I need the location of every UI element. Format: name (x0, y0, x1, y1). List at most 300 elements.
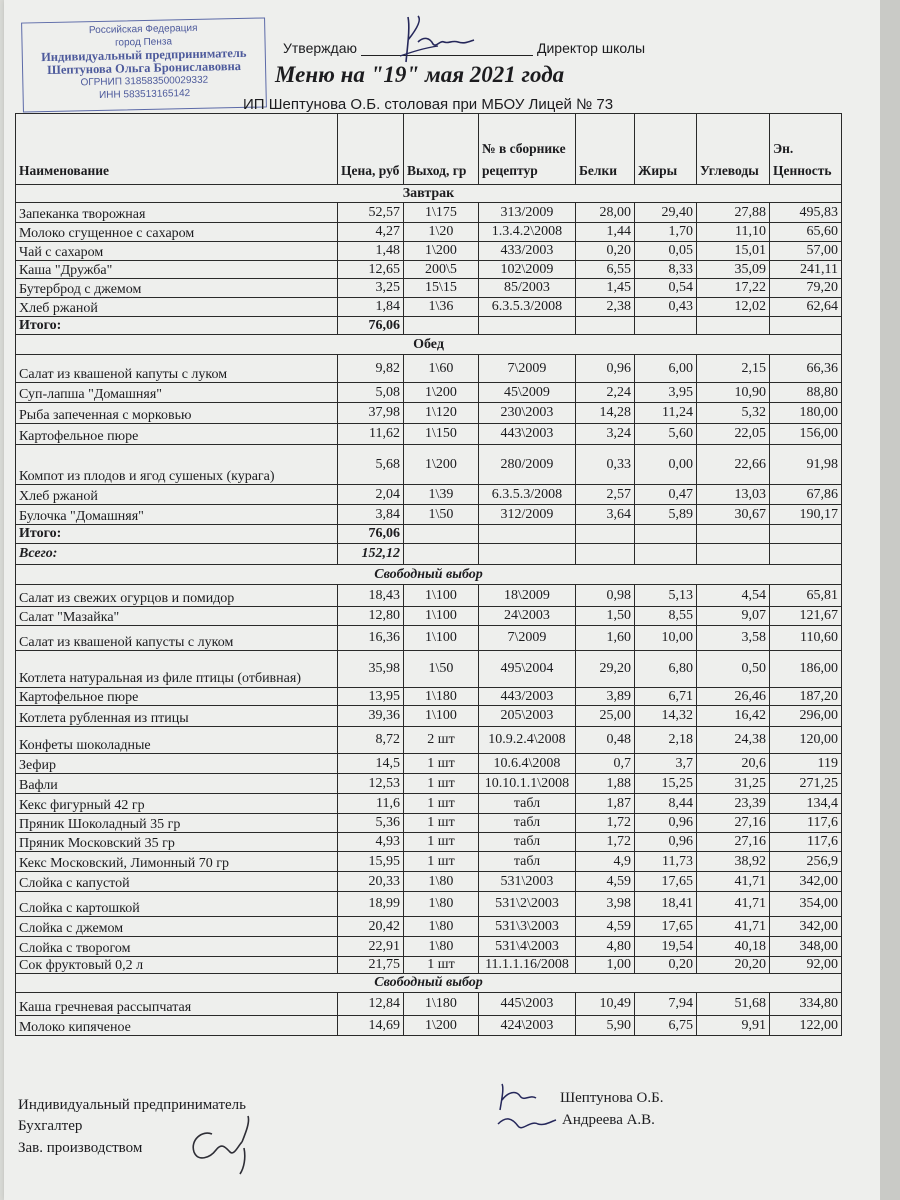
table-cell (404, 544, 479, 565)
table-cell: 35,98 (338, 651, 404, 688)
signature-icon (490, 1080, 560, 1140)
table-cell: 1\60 (404, 355, 479, 383)
item-name: Зефир (16, 754, 338, 774)
table-cell (576, 544, 635, 565)
table-row (16, 892, 842, 917)
table-cell: 22,05 (697, 424, 770, 445)
page-subtitle: ИП Шептунова О.Б. столовая при МБОУ Лицей № 73 (243, 96, 614, 113)
table-cell: 37,98 (338, 403, 404, 424)
table-cell: 102\2009 (479, 261, 576, 279)
table-row (16, 355, 842, 383)
table-cell: 35,09 (697, 261, 770, 279)
item-name: Хлеб ржаной (16, 485, 338, 505)
table-cell: 6.3.5.3/2008 (479, 485, 576, 505)
item-name: Каша "Дружба" (16, 261, 338, 279)
table-cell: 5,36 (338, 814, 404, 833)
table-cell: 1\80 (404, 937, 479, 957)
table-cell: 4,59 (576, 872, 635, 892)
table-cell: 117,6 (770, 814, 842, 833)
table-cell (479, 317, 576, 335)
item-name: Чай с сахаром (16, 242, 338, 261)
table-cell: 5,13 (635, 585, 697, 607)
table-cell: 190,17 (770, 505, 842, 525)
table-cell: 312/2009 (479, 505, 576, 525)
table-cell: 433/2003 (479, 242, 576, 261)
total-row (16, 525, 842, 544)
table-cell: 10,90 (697, 383, 770, 403)
table-cell: 495\2004 (479, 651, 576, 688)
table-cell: 5,89 (635, 505, 697, 525)
table-cell: 495,83 (770, 203, 842, 223)
table-cell: 1\100 (404, 607, 479, 626)
column-header: Цена, руб (338, 114, 404, 185)
table-cell: 1\200 (404, 1016, 479, 1036)
table-row (16, 651, 842, 688)
table-cell: 20,20 (697, 957, 770, 974)
table-cell: 17,65 (635, 917, 697, 937)
table-cell: 18,41 (635, 892, 697, 917)
table-cell: 1,72 (576, 833, 635, 852)
table-cell: 1,50 (576, 607, 635, 626)
item-name: Молоко сгущенное с сахаром (16, 223, 338, 242)
footer-role: Зав. производством (18, 1140, 143, 1156)
section-row (16, 565, 842, 585)
table-cell: 156,00 (770, 424, 842, 445)
table-cell: табл (479, 794, 576, 814)
table-cell: 11.1.1.16/2008 (479, 957, 576, 974)
table-cell: 14,28 (576, 403, 635, 424)
grand-total-value: 152,12 (338, 544, 404, 565)
table-cell: 4,93 (338, 833, 404, 852)
table-cell (697, 544, 770, 565)
table-cell: 1\39 (404, 485, 479, 505)
table-cell: 41,71 (697, 872, 770, 892)
table-cell (635, 317, 697, 335)
table-row (16, 688, 842, 706)
table-cell: 11,24 (635, 403, 697, 424)
table-cell: 15\15 (404, 279, 479, 298)
table-cell: 39,36 (338, 706, 404, 727)
table-cell: 120,00 (770, 727, 842, 754)
table-cell: 67,86 (770, 485, 842, 505)
table-cell: 14,32 (635, 706, 697, 727)
table-cell: 6.3.5.3/2008 (479, 298, 576, 317)
table-row (16, 917, 842, 937)
table-cell: 1\80 (404, 892, 479, 917)
table-cell: 0,98 (576, 585, 635, 607)
stamp-line: Индивидуальный предприниматель (40, 45, 247, 65)
table-cell: 10,00 (635, 626, 697, 651)
item-name: Салат из свежих огурцов и помидор (16, 585, 338, 607)
table-cell: 31,25 (697, 774, 770, 794)
table-cell: 57,00 (770, 242, 842, 261)
table-cell: 256,9 (770, 852, 842, 872)
item-name: Котлета натуральная из филе птицы (отбивная) (16, 651, 338, 688)
table-cell: 4,27 (338, 223, 404, 242)
table-cell: табл (479, 852, 576, 872)
table-cell: 1 шт (404, 774, 479, 794)
menu-table (15, 113, 842, 1036)
column-header: Эн. Ценность (770, 114, 842, 185)
table-cell: 11,73 (635, 852, 697, 872)
table-cell: 2,24 (576, 383, 635, 403)
table-cell: 1,60 (576, 626, 635, 651)
table-cell: 1\36 (404, 298, 479, 317)
table-cell: 2,04 (338, 485, 404, 505)
table-cell: 10.9.2.4\2008 (479, 727, 576, 754)
table-cell: 7,94 (635, 993, 697, 1016)
table-cell (635, 544, 697, 565)
table-row (16, 607, 842, 626)
table-cell: 3,98 (576, 892, 635, 917)
table-cell: 16,36 (338, 626, 404, 651)
table-cell: 14,69 (338, 1016, 404, 1036)
table-cell: 12,65 (338, 261, 404, 279)
table-cell: 0,96 (635, 833, 697, 852)
stamp-line: ИНН 583513165142 (98, 88, 191, 101)
table-cell (576, 525, 635, 544)
table-row (16, 445, 842, 485)
table-cell: 271,25 (770, 774, 842, 794)
table-cell: 3,64 (576, 505, 635, 525)
table-cell: 12,84 (338, 993, 404, 1016)
item-name: Бутерброд с джемом (16, 279, 338, 298)
total-label: Итого: (16, 317, 338, 335)
table-cell: 122,00 (770, 1016, 842, 1036)
table-row (16, 242, 842, 261)
table-cell: 41,71 (697, 917, 770, 937)
table-cell: 0,47 (635, 485, 697, 505)
table-cell: 9,91 (697, 1016, 770, 1036)
column-header: Жиры (635, 114, 697, 185)
table-cell: 92,00 (770, 957, 842, 974)
table-row (16, 774, 842, 794)
table-cell (770, 544, 842, 565)
table-cell: 342,00 (770, 872, 842, 892)
table-cell: 1\50 (404, 505, 479, 525)
table-cell: 29,40 (635, 203, 697, 223)
table-row (16, 993, 842, 1016)
table-cell: 186,00 (770, 651, 842, 688)
table-cell: 1 шт (404, 814, 479, 833)
column-header: № в сборнике рецептур (479, 114, 576, 185)
table-cell: 17,65 (635, 872, 697, 892)
table-cell: 3,89 (576, 688, 635, 706)
table-cell: 0,96 (576, 355, 635, 383)
table-cell: 1,48 (338, 242, 404, 261)
table-cell: 354,00 (770, 892, 842, 917)
table-cell: 65,60 (770, 223, 842, 242)
table-cell: 205\2003 (479, 706, 576, 727)
table-cell: 280/2009 (479, 445, 576, 485)
table-cell: 18,43 (338, 585, 404, 607)
page-title: Меню на "19" мая 2021 года (275, 62, 565, 87)
table-cell: 6,75 (635, 1016, 697, 1036)
table-row (16, 833, 842, 852)
table-cell: 28,00 (576, 203, 635, 223)
table-row (16, 937, 842, 957)
table-cell: 1\180 (404, 993, 479, 1016)
section-row (16, 974, 842, 993)
footer-role: Индивидуальный предприниматель (18, 1097, 246, 1113)
table-cell: 2,57 (576, 485, 635, 505)
table-cell: 0,20 (635, 957, 697, 974)
table-cell: 25,00 (576, 706, 635, 727)
table-cell: табл (479, 814, 576, 833)
table-cell: 5,68 (338, 445, 404, 485)
table-cell: 241,11 (770, 261, 842, 279)
item-name: Картофельное пюре (16, 424, 338, 445)
table-row (16, 852, 842, 872)
table-cell: 0,33 (576, 445, 635, 485)
table-cell: 24\2003 (479, 607, 576, 626)
table-row (16, 485, 842, 505)
table-cell: 9,07 (697, 607, 770, 626)
table-cell: 1,87 (576, 794, 635, 814)
column-header: Углеводы (697, 114, 770, 185)
table-cell: 5,08 (338, 383, 404, 403)
item-name: Пряник Московский 35 гр (16, 833, 338, 852)
table-cell: 0,00 (635, 445, 697, 485)
footer-name: Андреева А.В. (562, 1112, 655, 1128)
table-cell: 1\150 (404, 424, 479, 445)
table-cell (770, 317, 842, 335)
table-cell: 51,68 (697, 993, 770, 1016)
grand-total-row (16, 544, 842, 565)
table-cell: 443\2003 (479, 424, 576, 445)
table-cell: табл (479, 833, 576, 852)
table-cell: 15,01 (697, 242, 770, 261)
table-cell: 27,16 (697, 814, 770, 833)
table-cell: 22,66 (697, 445, 770, 485)
table-cell: 2,18 (635, 727, 697, 754)
table-cell: 15,25 (635, 774, 697, 794)
table-cell: 91,98 (770, 445, 842, 485)
table-cell: 14,5 (338, 754, 404, 774)
table-cell: 0,7 (576, 754, 635, 774)
table-cell: 1\80 (404, 917, 479, 937)
section-row (16, 335, 842, 355)
table-cell: 20,33 (338, 872, 404, 892)
item-name: Суп-лапша "Домашняя" (16, 383, 338, 403)
table-cell: 17,22 (697, 279, 770, 298)
table-cell: 1,45 (576, 279, 635, 298)
table-cell: 19,54 (635, 937, 697, 957)
footer-role: Бухгалтер (18, 1118, 83, 1134)
table-cell (697, 317, 770, 335)
table-row (16, 872, 842, 892)
table-row (16, 383, 842, 403)
table-cell: 1 шт (404, 852, 479, 872)
item-name: Молоко кипяченое (16, 1016, 338, 1036)
table-cell: 1\200 (404, 445, 479, 485)
table-cell: 200\5 (404, 261, 479, 279)
table-cell: 24,38 (697, 727, 770, 754)
stamp-line: Российская Федерация (88, 22, 198, 37)
table-row (16, 1016, 842, 1036)
section-title: Свободный выбор (16, 565, 842, 585)
table-cell: 348,00 (770, 937, 842, 957)
table-cell: 1\180 (404, 688, 479, 706)
table-cell: 0,54 (635, 279, 697, 298)
total-value: 76,06 (338, 525, 404, 544)
table-cell: 6,55 (576, 261, 635, 279)
table-cell: 1,84 (338, 298, 404, 317)
table-cell: 16,42 (697, 706, 770, 727)
table-row (16, 626, 842, 651)
table-cell: 2,15 (697, 355, 770, 383)
table-cell: 334,80 (770, 993, 842, 1016)
item-name: Салат из квашеной капусты с луком (16, 626, 338, 651)
item-name: Котлета рубленная из птицы (16, 706, 338, 727)
table-cell: 1\50 (404, 651, 479, 688)
table-cell: 11,62 (338, 424, 404, 445)
table-cell: 1\100 (404, 706, 479, 727)
table-cell (479, 525, 576, 544)
table-cell: 12,02 (697, 298, 770, 317)
table-cell: 6,00 (635, 355, 697, 383)
total-label: Итого: (16, 525, 338, 544)
table-row (16, 505, 842, 525)
item-name: Пряник Шоколадный 35 гр (16, 814, 338, 833)
table-cell: 8,33 (635, 261, 697, 279)
table-cell (404, 317, 479, 335)
column-header: Наименование (16, 114, 338, 185)
table-cell: 180,00 (770, 403, 842, 424)
table-cell: 12,80 (338, 607, 404, 626)
table-cell: 6,71 (635, 688, 697, 706)
table-cell: 15,95 (338, 852, 404, 872)
table-cell: 9,82 (338, 355, 404, 383)
table-cell: 1\200 (404, 383, 479, 403)
table-cell: 7\2009 (479, 626, 576, 651)
table-row (16, 706, 842, 727)
section-title: Завтрак (16, 185, 842, 203)
table-cell: 0,20 (576, 242, 635, 261)
table-cell: 8,44 (635, 794, 697, 814)
table-cell: 4,54 (697, 585, 770, 607)
table-cell: 2,38 (576, 298, 635, 317)
table-cell: 2 шт (404, 727, 479, 754)
stamp (21, 17, 267, 112)
item-name: Компот из плодов и ягод сушеных (курага) (16, 445, 338, 485)
table-cell: 27,16 (697, 833, 770, 852)
section-title: Обед (16, 335, 842, 355)
signature-icon (182, 1112, 262, 1177)
table-cell: 1 шт (404, 754, 479, 774)
page-edge (880, 0, 900, 1200)
table-row (16, 424, 842, 445)
table-cell: 5,60 (635, 424, 697, 445)
item-name: Салат "Мазайка" (16, 607, 338, 626)
table-row (16, 261, 842, 279)
item-name: Слойка с капустой (16, 872, 338, 892)
table-cell: 121,67 (770, 607, 842, 626)
table-cell: 85/2003 (479, 279, 576, 298)
table-cell: 3,25 (338, 279, 404, 298)
table-cell: 531\4\2003 (479, 937, 576, 957)
table-cell: 313/2009 (479, 203, 576, 223)
table-cell: 1,70 (635, 223, 697, 242)
item-name: Картофельное пюре (16, 688, 338, 706)
table-cell: 1 шт (404, 833, 479, 852)
table-cell: 3,95 (635, 383, 697, 403)
table-cell: 30,67 (697, 505, 770, 525)
table-cell: 3,24 (576, 424, 635, 445)
table-cell: 1,72 (576, 814, 635, 833)
stamp-line: ОГРНИП 318583500029332 (80, 74, 209, 89)
item-name: Булочка "Домашняя" (16, 505, 338, 525)
table-cell: 424\2003 (479, 1016, 576, 1036)
approval-line (283, 40, 683, 56)
table-row (16, 203, 842, 223)
table-cell (770, 525, 842, 544)
table-cell: 62,64 (770, 298, 842, 317)
table-cell: 230\2003 (479, 403, 576, 424)
grand-total-label: Всего: (16, 544, 338, 565)
section-title: Свободный выбор (16, 974, 842, 993)
table-row (16, 727, 842, 754)
table-cell: 79,20 (770, 279, 842, 298)
item-name: Слойка с джемом (16, 917, 338, 937)
stamp-line: Шептунова Ольга Брониславовна (46, 58, 242, 78)
table-cell: 18\2009 (479, 585, 576, 607)
table-cell: 0,50 (697, 651, 770, 688)
table-cell: 1 шт (404, 957, 479, 974)
table-cell: 187,20 (770, 688, 842, 706)
item-name: Запеканка творожная (16, 203, 338, 223)
table-cell: 23,39 (697, 794, 770, 814)
table-cell: 110,60 (770, 626, 842, 651)
table-cell: 12,53 (338, 774, 404, 794)
header-row (16, 114, 842, 185)
table-cell: 10.6.4\2008 (479, 754, 576, 774)
table-cell: 1\120 (404, 403, 479, 424)
item-name: Хлеб ржаной (16, 298, 338, 317)
stamp-line: город Пенза (114, 36, 173, 49)
table-cell: 10,49 (576, 993, 635, 1016)
table-cell: 88,80 (770, 383, 842, 403)
total-value: 76,06 (338, 317, 404, 335)
table-cell: 10.10.1.1\2008 (479, 774, 576, 794)
table-row (16, 754, 842, 774)
table-row (16, 223, 842, 242)
table-cell: 1\80 (404, 872, 479, 892)
table-cell: 1,88 (576, 774, 635, 794)
table-cell: 4,59 (576, 917, 635, 937)
director-label: Директор школы (536, 40, 646, 56)
table-cell: 11,10 (697, 223, 770, 242)
table-cell: 11,6 (338, 794, 404, 814)
table-cell: 13,03 (697, 485, 770, 505)
table-cell: 1\200 (404, 242, 479, 261)
table-cell: 1\20 (404, 223, 479, 242)
table-row (16, 279, 842, 298)
table-cell: 1\175 (404, 203, 479, 223)
item-name: Слойка с творогом (16, 937, 338, 957)
item-name: Кекс Московский, Лимонный 70 гр (16, 852, 338, 872)
item-name: Сок фруктовый 0,2 л (16, 957, 338, 974)
table-row (16, 403, 842, 424)
table-cell: 7\2009 (479, 355, 576, 383)
table-cell (635, 525, 697, 544)
table-row (16, 814, 842, 833)
table-cell: 22,91 (338, 937, 404, 957)
table-cell: 29,20 (576, 651, 635, 688)
table-cell (576, 317, 635, 335)
table-cell: 1 шт (404, 794, 479, 814)
table-row (16, 957, 842, 974)
